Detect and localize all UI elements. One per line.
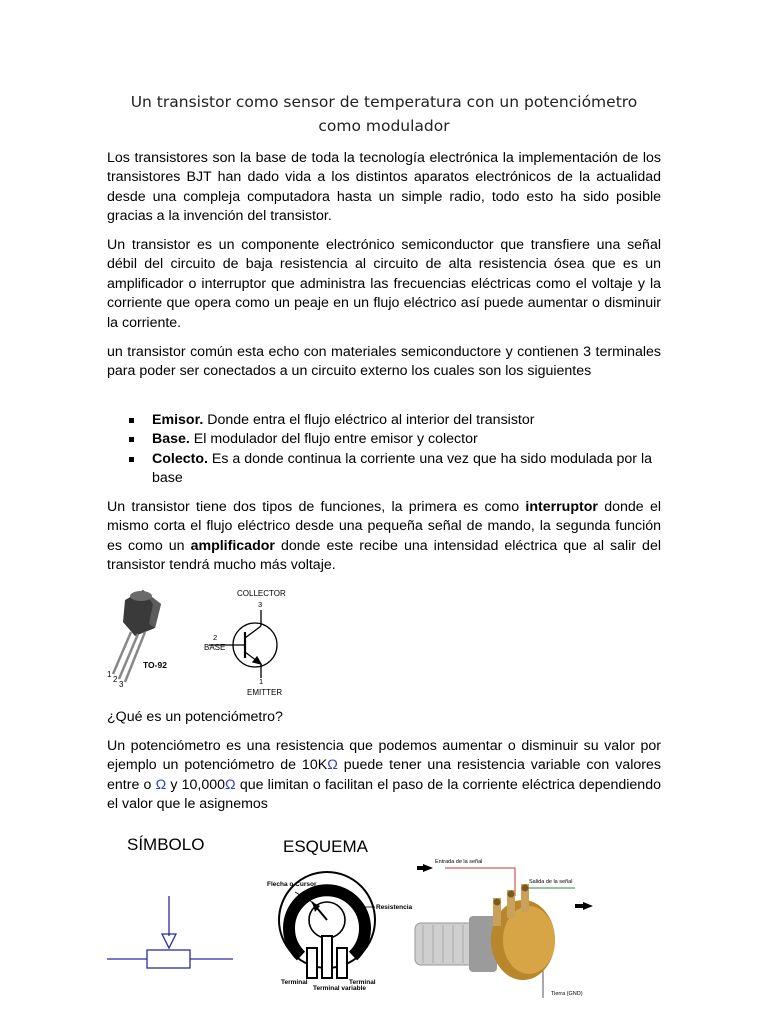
collector-pin: 3: [258, 600, 263, 609]
potentiometer-symbol-icon: [107, 896, 233, 968]
terminal-left-label: Terminal: [281, 979, 308, 986]
terminal-list: [107, 411, 661, 489]
bullet-square-icon: [129, 418, 134, 423]
text-run: y 10,000: [166, 776, 226, 793]
bold-amplificador: amplificador: [190, 537, 275, 554]
omega-symbol: Ω: [327, 757, 338, 774]
paragraph-potentiometer: [107, 737, 661, 815]
text-run: que limitan o facilitan el paso de la corriente eléctrica dependiendo el valor que le asignemos: [107, 776, 661, 813]
emitter-label: EMITTER: [247, 688, 283, 697]
pin-label: 1: [107, 670, 112, 679]
omega-symbol: Ω: [155, 776, 167, 793]
text-run: donde este recibe una intensidad eléctrica que al salir del transistor tendrá mucho más voltaje.: [107, 537, 661, 574]
text-run: donde el mismo corta el flujo eléctrico desde una pequeña señal de mando, la segunda función es como un: [107, 499, 661, 554]
potentiometer-figure: [105, 828, 600, 1008]
salida-label: Salida de la señal: [529, 879, 573, 885]
resistencia-label: Resistencia: [376, 904, 413, 911]
terminal-variable-label: Terminal variable: [313, 985, 366, 992]
emitter-pin: 1: [259, 677, 264, 686]
paragraph-functions: [107, 498, 661, 576]
bullet-text: El modulador del flujo entre emisor y colector: [189, 431, 478, 448]
pin-label: 2: [113, 675, 118, 684]
list-item-base: [107, 430, 661, 449]
omega-symbol: Ω: [225, 776, 236, 793]
text-run: puede tener una resistencia variable con valores entre o: [107, 757, 661, 793]
paragraph-intro: Los transistores son la base de toda la tecnología electrónica la implementación de los transistores BJT han dado vida a los distintos aparatos electrónicos de la actualidad desde una compleja computadora hasta un simple radio, todo esto ha sido posible gracias a la invención del transistor.: [107, 150, 661, 225]
entrada-label: Entrada de la señal: [435, 859, 483, 865]
list-item-emisor: [107, 411, 661, 430]
bullet-term: Emisor.: [152, 412, 204, 428]
terminal-right-label: Terminal: [349, 979, 376, 986]
base-label: BASE: [204, 643, 226, 652]
pin-label: 3: [119, 680, 124, 689]
page-title: Un transistor como sensor de temperatura con un potenciómetro como modulador: [130, 93, 638, 135]
text-run: Un transistor tiene dos tipos de funciones, la primera es como: [107, 499, 526, 515]
bullet-text: Es a donde continua la corriente una vez que ha sido modulada por la base: [152, 450, 653, 487]
paragraph-definition: Un transistor es un componente electrónico semiconductor que transfiere una señal débil del circuito de baja resistencia al circuito de alta resistencia ósea que es un amplificador o interruptor que administra las frecuencias eléctricas como el voltaje y la corriente que opera como un peaje en un flujo eléctrico así puede aumentar o disminuir la corriente.: [107, 237, 661, 331]
base-pin: 2: [213, 633, 218, 642]
flecha-label: Flecha o Cursor: [267, 881, 317, 888]
bullet-text: Donde entra el flujo eléctrico al interior del transistor: [203, 412, 535, 428]
question-heading: ¿Qué es un potenciómetro?: [107, 709, 283, 725]
bullet-term: Colecto.: [152, 450, 208, 467]
text-run: Un potenciómetro es una resistencia que podemos aumentar o disminuir su valor por ejemplo un potenciómetro de 10K: [107, 738, 661, 774]
collector-label: COLLECTOR: [237, 589, 286, 598]
schema-heading: ESQUEMA: [283, 837, 369, 856]
bold-interruptor: interruptor: [525, 499, 598, 515]
transistor-figure: [105, 582, 290, 700]
tierra-label: Tierra (GND): [551, 991, 583, 997]
paragraph-terminals: un transistor común esta echo con materiales semiconductore y contienen 3 terminales para poder ser conectados a un circuito externo los cuales son los siguientes: [107, 344, 661, 380]
symbol-heading: SÍMBOLO: [127, 835, 205, 854]
bullet-square-icon: [129, 457, 134, 462]
bullet-square-icon: [129, 437, 134, 442]
package-label: TO-92: [143, 660, 167, 670]
list-item-colector: [107, 450, 661, 489]
bullet-term: Base.: [152, 431, 190, 448]
